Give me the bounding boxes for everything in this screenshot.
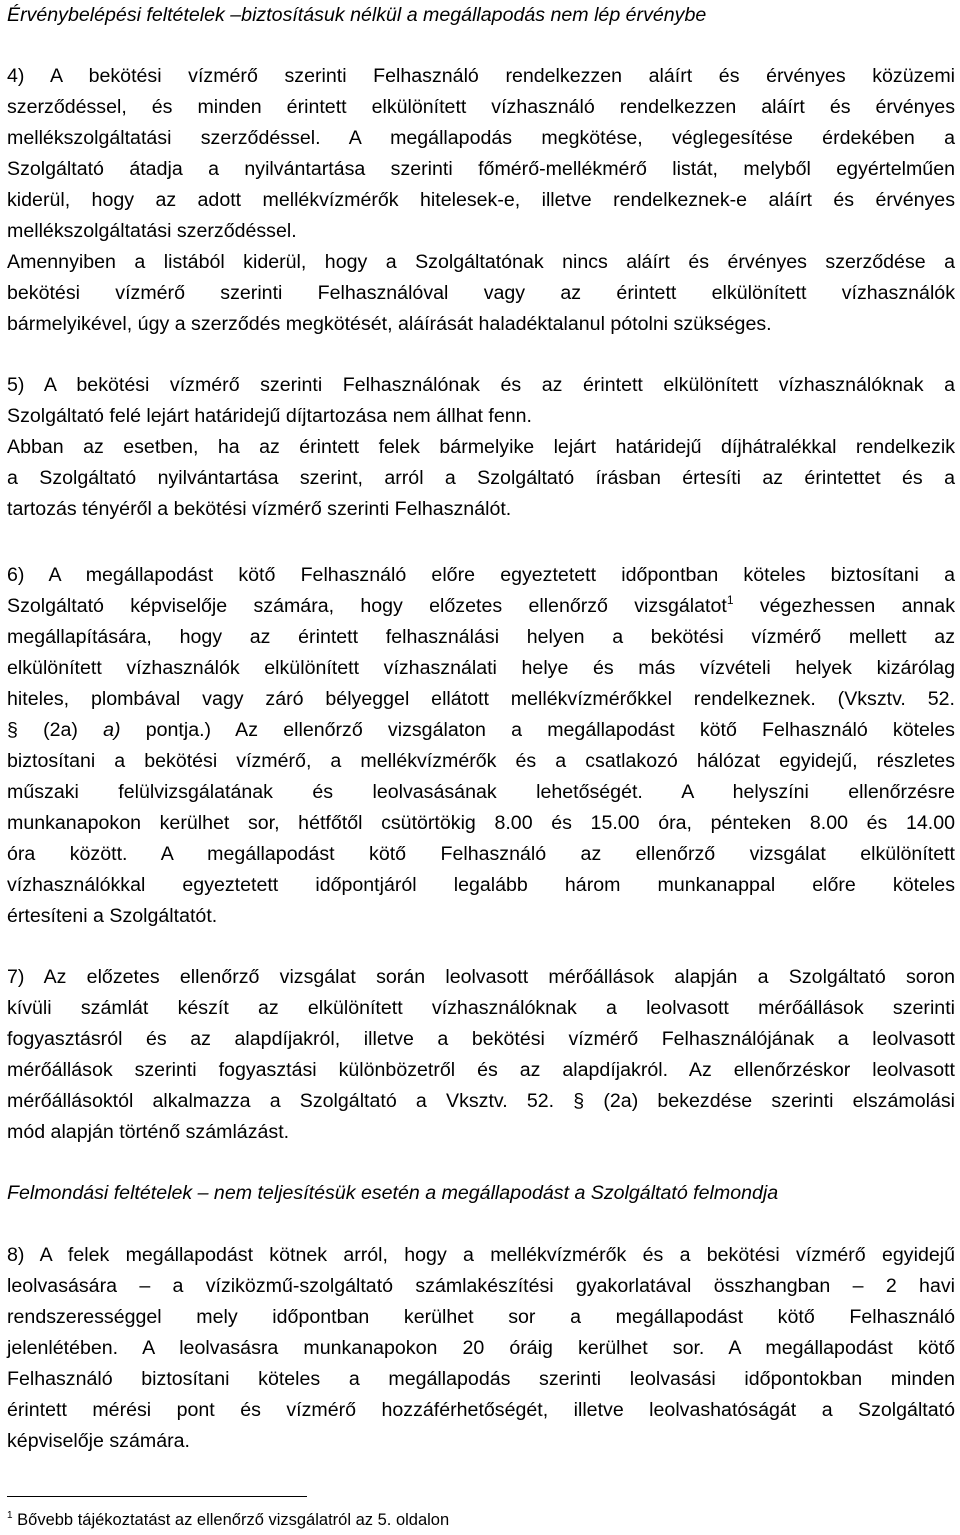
paragraph-4-line: mellékszolgáltatási szerződéssel. A megállapodás megkötése, véglegesítése érdekében a <box>7 127 955 149</box>
paragraph-4-line: Szolgáltató átadja a nyilvántartása szerinti főmérő-mellékmérő listát, melyből egyértelműen <box>7 158 955 180</box>
paragraph-4-line: szerződéssel, és minden érintett elkülönített vízhasználó rendelkezzen aláírt és érvényes <box>7 96 955 118</box>
paragraph-4-line: Amennyiben a listából kiderül, hogy a Szolgáltatónak nincs aláírt és érvényes szerződése a <box>7 251 955 273</box>
paragraph-6-line: hiteles, plombával vagy záró bélyeggel ellátott mellékvízmérőkkel rendelkeznek. (Vksztv. 52. <box>7 688 955 710</box>
paragraph-6-line: 6) A megállapodást kötő Felhasználó előre egyeztetett időpontban köteles biztosítani a <box>7 564 955 586</box>
paragraph-8-line: leolvasására – a víziközmű-szolgáltató számlakészítési gyakorlatával összhangban – 2 havi <box>7 1275 955 1297</box>
paragraph-4-line: mellékszolgáltatási szerződéssel. <box>7 220 297 242</box>
paragraph-7-line: kívüli számlát készít az elkülönített vízhasználóknak a leolvasott mérőállások szerinti <box>7 997 955 1019</box>
paragraph-5-line: Abban az esetben, ha az érintett felek bármelyike lejárt határidejű díjhátralékkal rendelkezik <box>7 436 955 458</box>
paragraph-7-line: mód alapján történő számlázást. <box>7 1121 290 1143</box>
paragraph-4-line: kiderül, hogy az adott mellékvízmérők hitelesek-e, illetve rendelkeznek-e aláírt és érvényes <box>7 189 955 211</box>
paragraph-6-text: § (2a) <box>7 719 104 741</box>
paragraph-6-line: biztosítani a bekötési vízmérő, a mellékvízmérők és a csatlakozó hálózat egyidejű, részletes <box>7 750 955 772</box>
paragraph-5-line: 5) A bekötési vízmérő szerinti Felhasználónak és az érintett elkülönített vízhasználóknak a <box>7 374 955 396</box>
paragraph-4-line: bekötési vízmérő szerinti Felhasználóval vagy az érintett elkülönített vízhasználók <box>7 282 955 304</box>
paragraph-6-line <box>7 591 955 621</box>
paragraph-6-line: vízhasználókkal egyeztetett időpontjáról legalább három munkanappal előre köteles <box>7 874 955 896</box>
footnote <box>7 1509 449 1531</box>
section-heading-termination: Felmondási feltételek – nem teljesítésük esetén a megállapodást a Szolgáltató felmondja <box>7 1182 779 1204</box>
paragraph-7-line: mérőállásoktól alkalmazza a Szolgáltató a Vksztv. 52. § (2a) bekezdése szerinti elszámolási <box>7 1090 955 1112</box>
paragraph-4-line: bármelyikével, úgy a szerződés megkötését, aláírását haladéktalanul pótolni szükséges. <box>7 313 772 335</box>
paragraph-8-line: Felhasználó biztosítani köteles a megállapodás szerinti leolvasási időpontokban minden <box>7 1368 955 1390</box>
paragraph-8-line: jelenlétében. A leolvasásra munkanapokon 20 óráig kerülhet sor. A megállapodást kötő <box>7 1337 955 1359</box>
paragraph-6-line: megállapítására, hogy az érintett felhasználási helyen a bekötési vízmérő mellett az <box>7 626 955 648</box>
paragraph-6-line: óra között. A megállapodást kötő Felhasználó az ellenőrző vizsgálat elkülönített <box>7 843 955 865</box>
paragraph-6-line <box>7 715 955 745</box>
footnote-text: Bővebb tájékoztatást az ellenőrző vizsgálatról az 5. oldalon <box>12 1511 450 1529</box>
paragraph-6-text: végezhessen annak <box>733 595 955 617</box>
paragraph-8-line: rendszerességgel mely időpontban kerülhet sor a megállapodást kötő Felhasználó <box>7 1306 955 1328</box>
paragraph-5-line: Szolgáltató felé lejárt határidejű díjtartozása nem állhat fenn. <box>7 405 532 427</box>
paragraph-7-line: mérőállások szerinti fogyasztási különbözetről és az alapdíjakról. Az ellenőrzéskor leolvasott <box>7 1059 955 1081</box>
paragraph-7-line: 7) Az előzetes ellenőrző vizsgálat során leolvasott mérőállások alapján a Szolgáltató soron <box>7 966 955 988</box>
paragraph-8-line: érintett mérési pont és vízmérő hozzáférhetőségét, illetve leolvashatóságát a Szolgáltató <box>7 1399 955 1421</box>
paragraph-8-line: képviselője számára. <box>7 1430 190 1452</box>
paragraph-6-line: elkülönített vízhasználók elkülönített vízhasználati helye és más vízvételi helyek kizárólag <box>7 657 955 679</box>
paragraph-6-line: műszaki felülvizsgálatának és leolvasásának lehetőségét. A helyszíni ellenőrzésre <box>7 781 955 803</box>
footnote-number: 1 <box>7 1510 13 1521</box>
footnote-divider <box>7 1496 307 1497</box>
paragraph-5-line: tartozás tényéről a bekötési vízmérő szerinti Felhasználót. <box>7 498 512 520</box>
paragraph-8-line: 8) A felek megállapodást kötnek arról, hogy a mellékvízmérők és a bekötési vízmérő egyidejű <box>7 1244 955 1266</box>
paragraph-4-line: 4) A bekötési vízmérő szerinti Felhasználó rendelkezzen aláírt és érvényes közüzemi <box>7 65 955 87</box>
paragraph-7-line: fogyasztásról és az alapdíjakról, illetve a bekötési vízmérő Felhasználójának a leolvasott <box>7 1028 955 1050</box>
paragraph-5-line: a Szolgáltató nyilvántartása szerint, arról a Szolgáltató írásban értesíti az érintettet és a <box>7 467 955 489</box>
paragraph-6-line: értesíteni a Szolgáltatót. <box>7 905 218 927</box>
paragraph-6-italic-text: a) <box>103 719 121 741</box>
paragraph-6-line: munkanapokon kerülhet sor, hétfőtől csütörtökig 8.00 és 15.00 óra, pénteken 8.00 és 14.00 <box>7 812 955 834</box>
paragraph-6-text: pontja.) Az ellenőrző vizsgálaton a megállapodást kötő Felhasználó köteles <box>120 719 955 741</box>
footnote-reference[interactable]: 1 <box>726 593 734 607</box>
section-heading-effectivity: Érvénybelépési feltételek –biztosításuk nélkül a megállapodás nem lép érvénybe <box>7 4 707 26</box>
paragraph-6-text: Szolgáltató képviselője számára, hogy előzetes ellenőrző vizsgálatot <box>7 595 727 617</box>
